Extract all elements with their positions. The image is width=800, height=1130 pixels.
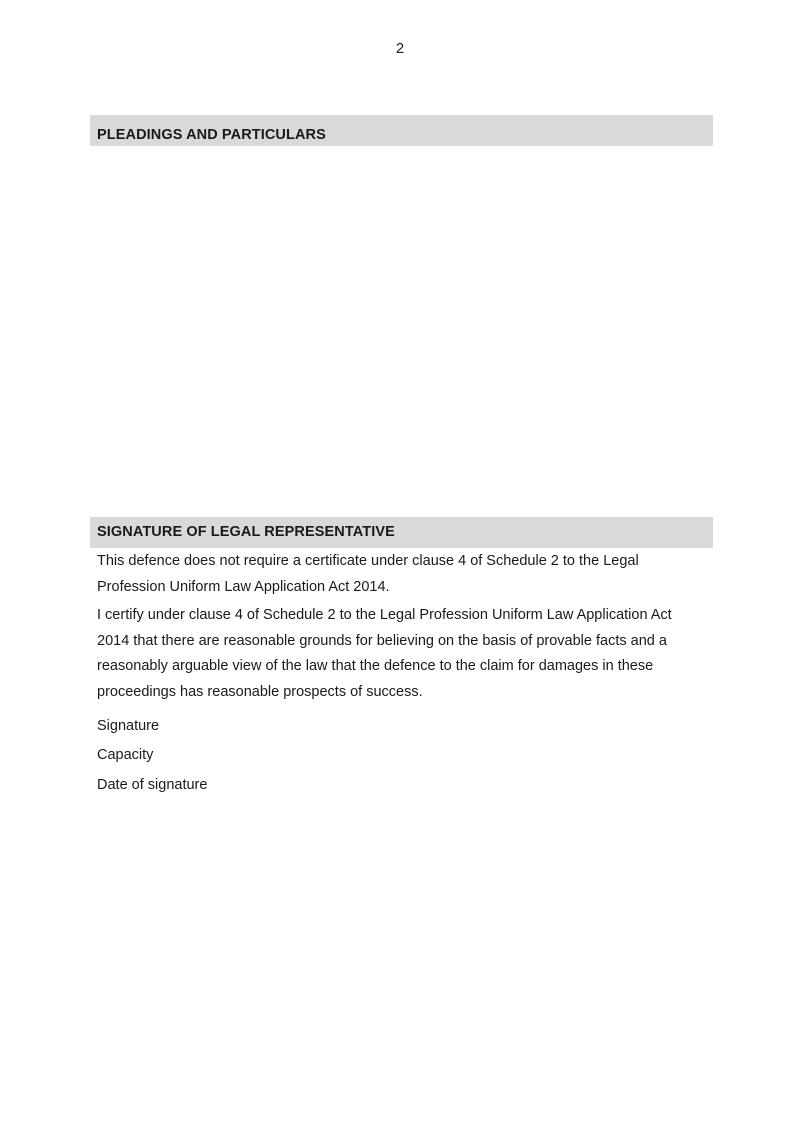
no-certificate-paragraph: This defence does not require a certificate under clause 4 of Schedule 2 to the Legal Profession Uniform Law Application Act 2014. — [97, 553, 639, 595]
signature-field-label: Signature — [97, 718, 160, 734]
date-of-signature-field-label: Date of signature — [97, 777, 208, 793]
capacity-field-label: Capacity — [97, 747, 154, 763]
pleadings-section-heading: PLEADINGS AND PARTICULARS — [90, 115, 713, 146]
signature-section-heading: SIGNATURE OF LEGAL REPRESENTATIVE — [90, 517, 713, 548]
page-number: 2 — [395, 40, 405, 57]
certification-paragraph: I certify under clause 4 of Schedule 2 to the Legal Profession Uniform Law Application Act 2014 that there are reasonable grounds for believing on the basis of provable facts and a reasonably arguable view of the law that the defence to the claim for damages in these proceedings has reasonable prospects of success. — [97, 607, 672, 700]
